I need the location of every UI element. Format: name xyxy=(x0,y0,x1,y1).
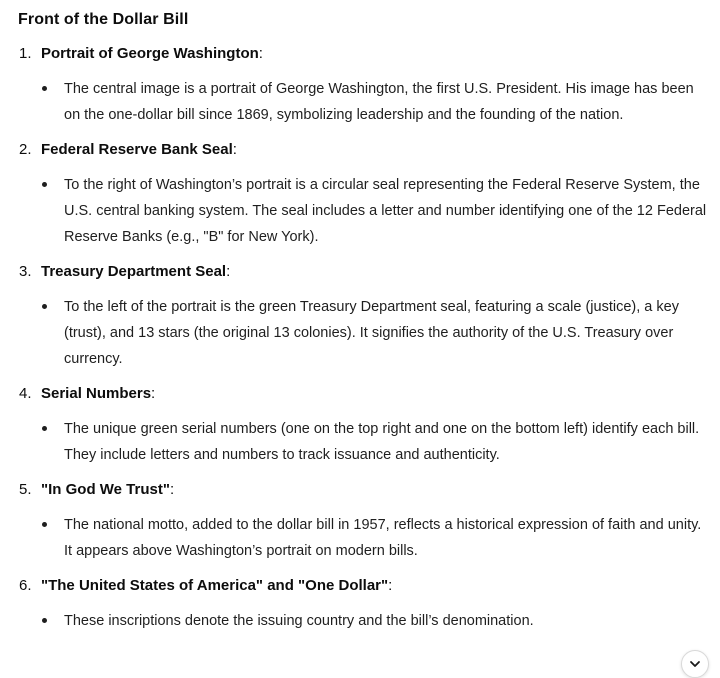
list-item-title: Federal Reserve Bank Seal xyxy=(41,141,233,158)
bullet-item xyxy=(18,76,708,128)
bullet-text: The national motto, added to the dollar bill in 1957, reflects a historical expression of faith and unity. It appears above Washington’s portrait on modern bills. xyxy=(64,517,702,559)
bullet-list xyxy=(18,608,708,634)
bullet-dot-icon xyxy=(42,618,47,623)
list-item xyxy=(18,260,708,372)
list-item-colon: : xyxy=(169,481,175,498)
chevron-down-icon xyxy=(688,657,702,671)
list-item-title: Serial Numbers xyxy=(41,385,152,402)
list-item-heading xyxy=(18,138,708,162)
list-item xyxy=(18,382,708,468)
bullet-list xyxy=(18,172,708,250)
list-item-number: 3. xyxy=(19,263,32,280)
bullet-dot-icon xyxy=(42,182,47,187)
list-item-number: 1. xyxy=(19,45,32,62)
bullet-text: These inscriptions denote the issuing country and the bill’s denomination. xyxy=(64,613,534,629)
list-item-heading xyxy=(18,478,708,502)
list-item-heading xyxy=(18,382,708,406)
list-item-number: 5. xyxy=(19,481,32,498)
list-item-title: Portrait of George Washington xyxy=(41,45,259,62)
section-heading: Front of the Dollar Bill xyxy=(18,11,189,28)
bullet-item xyxy=(18,608,708,634)
list-item xyxy=(18,478,708,564)
bullet-item xyxy=(18,416,708,468)
bullet-dot-icon xyxy=(42,426,47,431)
list-item-heading xyxy=(18,574,708,598)
list-item-heading xyxy=(18,260,708,284)
bullet-text: To the left of the portrait is the green Treasury Department seal, featuring a scale (justice), a key (trust), and 13 stars (the original 13 colonies). It signifies the authority of the U.S. Treasury over currency. xyxy=(64,299,679,367)
list-item-colon: : xyxy=(226,263,231,280)
list-item-title: "The United States of America" and "One Dollar" xyxy=(41,577,389,594)
bullet-text: The central image is a portrait of George Washington, the first U.S. President. His image has been on the one-dollar bill since 1869, symbolizing leadership and the founding of the nation. xyxy=(64,81,694,123)
feature-list xyxy=(18,42,708,634)
list-item-colon: : xyxy=(151,385,156,402)
bullet-dot-icon xyxy=(42,522,47,527)
bullet-text: To the right of Washington’s portrait is a circular seal representing the Federal Reserve System, the U.S. central banking system. The seal includes a letter and number identifying one of the 12 Federal Reserve Banks (e.g., "B" for New York). xyxy=(64,177,707,245)
scroll-to-bottom-button[interactable] xyxy=(681,650,709,678)
list-item-title: Treasury Department Seal xyxy=(41,263,227,280)
bullet-dot-icon xyxy=(42,304,47,309)
response-content xyxy=(18,8,708,634)
bullet-item xyxy=(18,512,708,564)
list-item xyxy=(18,42,708,128)
list-item xyxy=(18,138,708,250)
list-item-colon: : xyxy=(388,577,393,594)
list-item-title: "In God We Trust" xyxy=(41,481,170,498)
bullet-item xyxy=(18,172,708,250)
list-item-colon: : xyxy=(232,141,237,158)
bullet-item xyxy=(18,294,708,372)
list-item xyxy=(18,574,708,634)
list-item-number: 4. xyxy=(19,385,32,402)
bullet-list xyxy=(18,512,708,564)
bullet-list xyxy=(18,416,708,468)
list-item-colon: : xyxy=(258,45,263,62)
list-item-number: 2. xyxy=(19,141,32,158)
list-item-heading xyxy=(18,42,708,66)
bullet-dot-icon xyxy=(42,86,47,91)
bullet-text: The unique green serial numbers (one on the top right and one on the bottom left) identify each bill. They include letters and numbers to track issuance and authenticity. xyxy=(64,421,700,463)
bullet-list xyxy=(18,76,708,128)
list-item-number: 6. xyxy=(19,577,32,594)
bullet-list xyxy=(18,294,708,372)
